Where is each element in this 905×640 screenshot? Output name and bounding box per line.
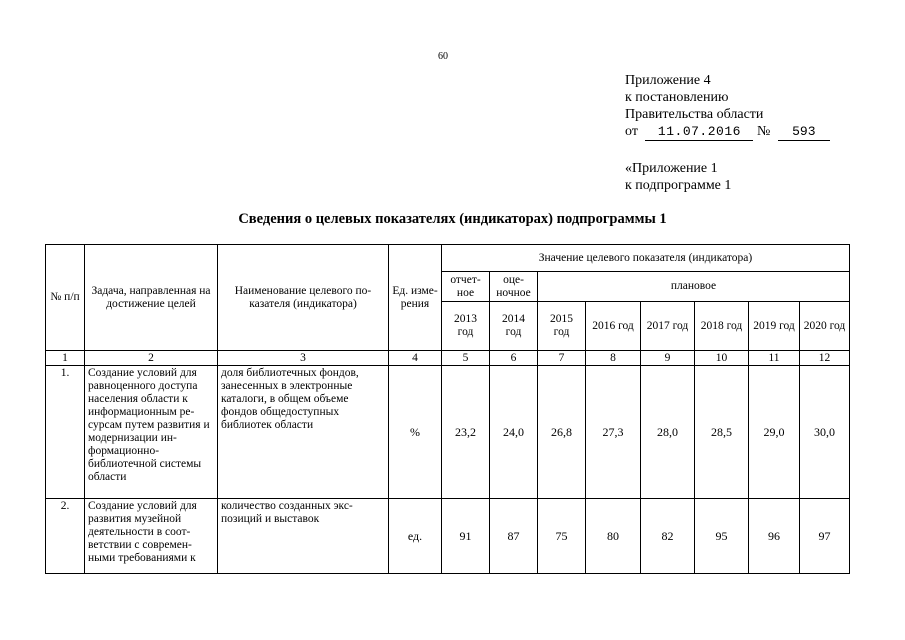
header-estimated: оце-ночное: [490, 272, 538, 302]
column-number: 3: [218, 351, 389, 366]
appendix-line1: Приложение 4: [625, 73, 711, 88]
appendix-line3: Правительства области: [625, 107, 764, 122]
resolution-number: 593: [778, 123, 830, 141]
row-value: 29,0: [749, 366, 800, 499]
row-value: 91: [442, 499, 490, 574]
row-number: 1.: [46, 366, 85, 499]
table-row: [46, 499, 850, 574]
row-unit: %: [389, 366, 442, 499]
row-indicator: доля библиотечных фондов, занесенных в электронные каталоги, в общем объеме фондов общедоступных библиотек области: [218, 366, 389, 499]
column-number: 9: [641, 351, 695, 366]
column-number: 6: [490, 351, 538, 366]
document-title: Сведения о целевых показателях (индикаторах) подпрограммы 1: [238, 211, 667, 227]
row-value: 26,8: [538, 366, 586, 499]
column-number: 8: [586, 351, 641, 366]
header-year: 2018 год: [695, 302, 749, 351]
appendix-line2: к постановлению: [625, 90, 729, 105]
header-planned: плановое: [538, 272, 850, 302]
header-task: Задача, направленная на достижение целей: [85, 245, 218, 351]
column-number: 10: [695, 351, 749, 366]
row-value: 87: [490, 499, 538, 574]
column-number: 11: [749, 351, 800, 366]
row-value: 97: [800, 499, 850, 574]
header-indicator: Наименование целевого по-казателя (индикатора): [218, 245, 389, 351]
row-value: 95: [695, 499, 749, 574]
row-value: 24,0: [490, 366, 538, 499]
page-number: 60: [438, 51, 448, 62]
column-number: 7: [538, 351, 586, 366]
header-unit: Ед. изме-рения: [389, 245, 442, 351]
column-number: 2: [85, 351, 218, 366]
row-number: 2.: [46, 499, 85, 574]
row-task: Создание условий для развития музейной деятельности в соот-ветствии с современ-ными требованиями к: [85, 499, 218, 574]
indicators-table: [45, 244, 850, 574]
header-year: 2013 год: [442, 302, 490, 351]
column-number: 4: [389, 351, 442, 366]
header-year: 2014 год: [490, 302, 538, 351]
row-value: 30,0: [800, 366, 850, 499]
column-number: 5: [442, 351, 490, 366]
row-value: 27,3: [586, 366, 641, 499]
row-value: 75: [538, 499, 586, 574]
header-year: 2015 год: [538, 302, 586, 351]
row-value: 28,5: [695, 366, 749, 499]
row-value: 80: [586, 499, 641, 574]
from-label: от: [625, 124, 638, 139]
header-year: 2020 год: [800, 302, 850, 351]
row-unit: ед.: [389, 499, 442, 574]
header-reported: отчет-ное: [442, 272, 490, 302]
row-value: 82: [641, 499, 695, 574]
appendix-date-line: [625, 123, 830, 141]
header-num: № п/п: [46, 245, 85, 351]
column-number: 1: [46, 351, 85, 366]
row-value: 23,2: [442, 366, 490, 499]
header-year: 2019 год: [749, 302, 800, 351]
table-row: [46, 366, 850, 499]
header-value-group: Значение целевого показателя (индикатора): [442, 245, 850, 272]
header-year: 2016 год: [586, 302, 641, 351]
subappendix-line2: к подпрограмме 1: [625, 178, 732, 193]
subappendix-line1: «Приложение 1: [625, 161, 718, 176]
resolution-date: 11.07.2016: [645, 123, 753, 141]
column-number: 12: [800, 351, 850, 366]
appendix-block: [625, 72, 830, 141]
number-label: №: [756, 124, 771, 139]
subappendix-block: [625, 160, 731, 194]
row-task: Создание условий для равноценного доступа населения области к информационным ре-сурсам путем развития и модернизации ин-формационно-библиотечной системы области: [85, 366, 218, 499]
row-value: 96: [749, 499, 800, 574]
row-indicator: количество созданных экс-позиций и выставок: [218, 499, 389, 574]
row-value: 28,0: [641, 366, 695, 499]
header-year: 2017 год: [641, 302, 695, 351]
